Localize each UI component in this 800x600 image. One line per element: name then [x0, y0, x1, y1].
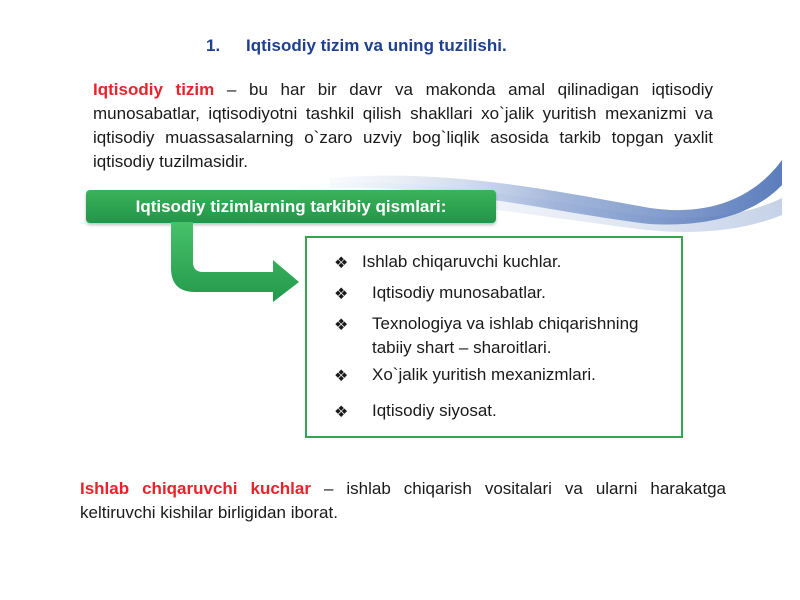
heading-number: 1.: [206, 36, 221, 55]
component-item-5: Iqtisodiy siyosat.: [372, 401, 497, 420]
bent-arrow-icon: [165, 222, 305, 302]
diamond-bullet-icon: ❖: [334, 317, 349, 334]
component-item-3: Texnologiya va ishlab chiqarishning tabiiy shart – sharoitlari.: [372, 314, 639, 357]
heading-title: Iqtisodiy tizim va uning tuzilishi.: [246, 36, 507, 55]
diamond-bullet-icon: ❖: [334, 286, 349, 303]
bottom-definition-paragraph: [80, 477, 726, 525]
component-item-2: Iqtisodiy munosabatlar.: [372, 283, 546, 302]
component-item-4: Xo`jalik yuritish mexanizmlari.: [372, 365, 596, 384]
diamond-bullet-icon: ❖: [334, 404, 349, 421]
page-title: [206, 36, 507, 56]
components-banner: Iqtisodiy tizimlarning tarkibiy qismlari:: [86, 190, 496, 223]
definition-paragraph: [93, 78, 713, 174]
bottom-text: – ishlab chiqarish vositalari va ularni harakatga keltiruvchi kishilar birligidan iborat.: [80, 479, 726, 522]
component-item-1: Ishlab chiqaruvchi kuchlar.: [362, 252, 562, 271]
bottom-term: Ishlab chiqaruvchi kuchlar: [80, 479, 311, 498]
diamond-bullet-icon: ❖: [334, 368, 349, 385]
definition-term: Iqtisodiy tizim: [93, 80, 215, 99]
diamond-bullet-icon: ❖: [334, 255, 349, 272]
definition-text: – bu har bir davr va makonda amal qilinadigan iqtisodiy munosabatlar, iqtisodiyotni tashkil qilish shakllari xo`jalik yuritish mexanizmi va iqtisodiy muassasalarning o`zaro uzviy bog`liqlik asosida tarkib topgan yaxlit iqtisodiy tuzilmasidir.: [93, 80, 713, 171]
